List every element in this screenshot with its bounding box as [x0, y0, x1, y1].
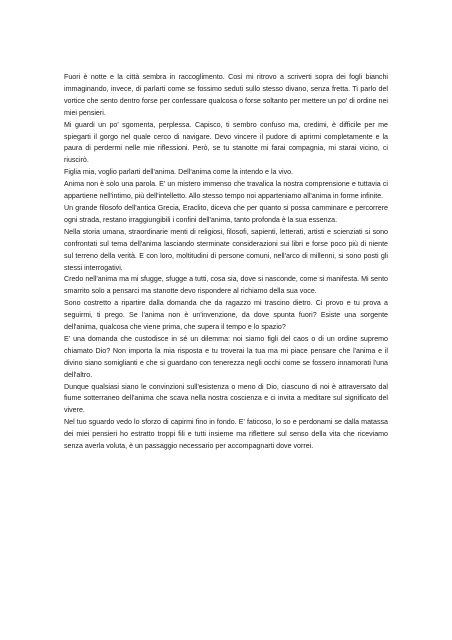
paragraph-1: Fuori è notte e la città sembra in raccoglimento. Così mi ritrovo a scriverti sopra dei fogli bianchi immaginando, invece, di parlarti come se fossimo seduti sullo stesso divano, senza fretta. Ti parlo del vortice che sento dentro forse per confessare qualcosa o forse soltanto per mettere un po' di ordine nei miei pensieri. — [64, 73, 388, 117]
paragraph-7: Credo nell'anima ma mi sfugge, sfugge a tutti, cosa sia, dove si nasconde, come si manifesta. Mi sento smarrito solo a pensarci ma stanotte devo rispondere al richiamo della sua voce. — [64, 275, 388, 296]
paragraph-2: Mi guardi un po' sgomenta, perplessa. Capisco, ti sembro confuso ma, credimi, è difficile per me spiegarti il gorgo nel quale cerco di navigare. Devo vincere il pudore di aprirmi completamente e la paura di perdermi nelle mie riflessioni. Però, se tu stanotte mi farai compagnia, mi starai vicino, ci riuscirò. — [64, 120, 388, 165]
body-text — [64, 72, 388, 453]
paragraph-9: E' una domanda che custodisce in sé un dilemma: noi siamo figli del caos o di un ordine supremo chiamato Dio? Non importa la mia risposta e tu troverai la tua ma mi piace pensare che l'anima e il divino siano somiglianti e che si guardano con tenerezza negli occhi come se fossero innamorati l'una dell'altro. — [64, 334, 388, 379]
paragraph-3: Figlia mia, voglio parlarti dell'anima. Dell'anima come la intendo e la vivo. — [64, 168, 294, 177]
paragraph-10: Dunque qualsiasi siano le convinzioni sull'esistenza o meno di Dio, ciascuno di noi è attraversato dal fiume sotterraneo dell'anima che scava nella nostra coscienza e ci invita a meditare sul significato del vivere. — [64, 382, 388, 415]
paragraph-11: Nel tuo sguardo vedo lo sforzo di capirmi fino in fondo. E' faticoso, lo so e perdonami se dalla matassa dei miei pensieri ho estratto troppi fili e tutti insieme ma riflettere sul senso della vita che riceviamo senza averla voluta, è un passaggio necessario per accompagnarti dove vorrei. — [64, 418, 388, 451]
paragraph-5: Un grande filosofo dell'antica Grecia, Eraclito, diceva che per quanto si possa camminare e percorrere ogni strada, restano irraggiungibili i confini dell'anima, tanto profonda è la sua essenza. — [64, 203, 388, 224]
paragraph-8: Sono costretto a ripartire dalla domanda che da ragazzo mi trascino dietro. Ci provo e tu prova a seguirmi, ti prego. Se l'anima non è un'invenzione, da dove spunta fuori? Esiste una sorgente dell'anima, qualcosa che viene prima, che supera il tempo e lo spazio? — [64, 299, 388, 332]
paragraph-6: Nella storia umana, straordinarie menti di religiosi, filosofi, sapienti, letterati, artisti e scienziati si sono confrontati sul tema dell'anima lasciando sterminate considerazioni sui libri e forse poco più di niente sul terreno della verità. E con loro, moltitudini di persone comuni, nell'arco di millenni, si sono posti gli stessi interrogativi. — [64, 227, 388, 272]
paragraph-4: Anima non è solo una parola. E' un mistero immenso che travalica la nostra comprensione e tuttavia ci appartiene nell'intimo, più dell'intelletto. Allo stesso tempo noi apparteniamo all'anima in forme infinite. — [64, 180, 388, 201]
